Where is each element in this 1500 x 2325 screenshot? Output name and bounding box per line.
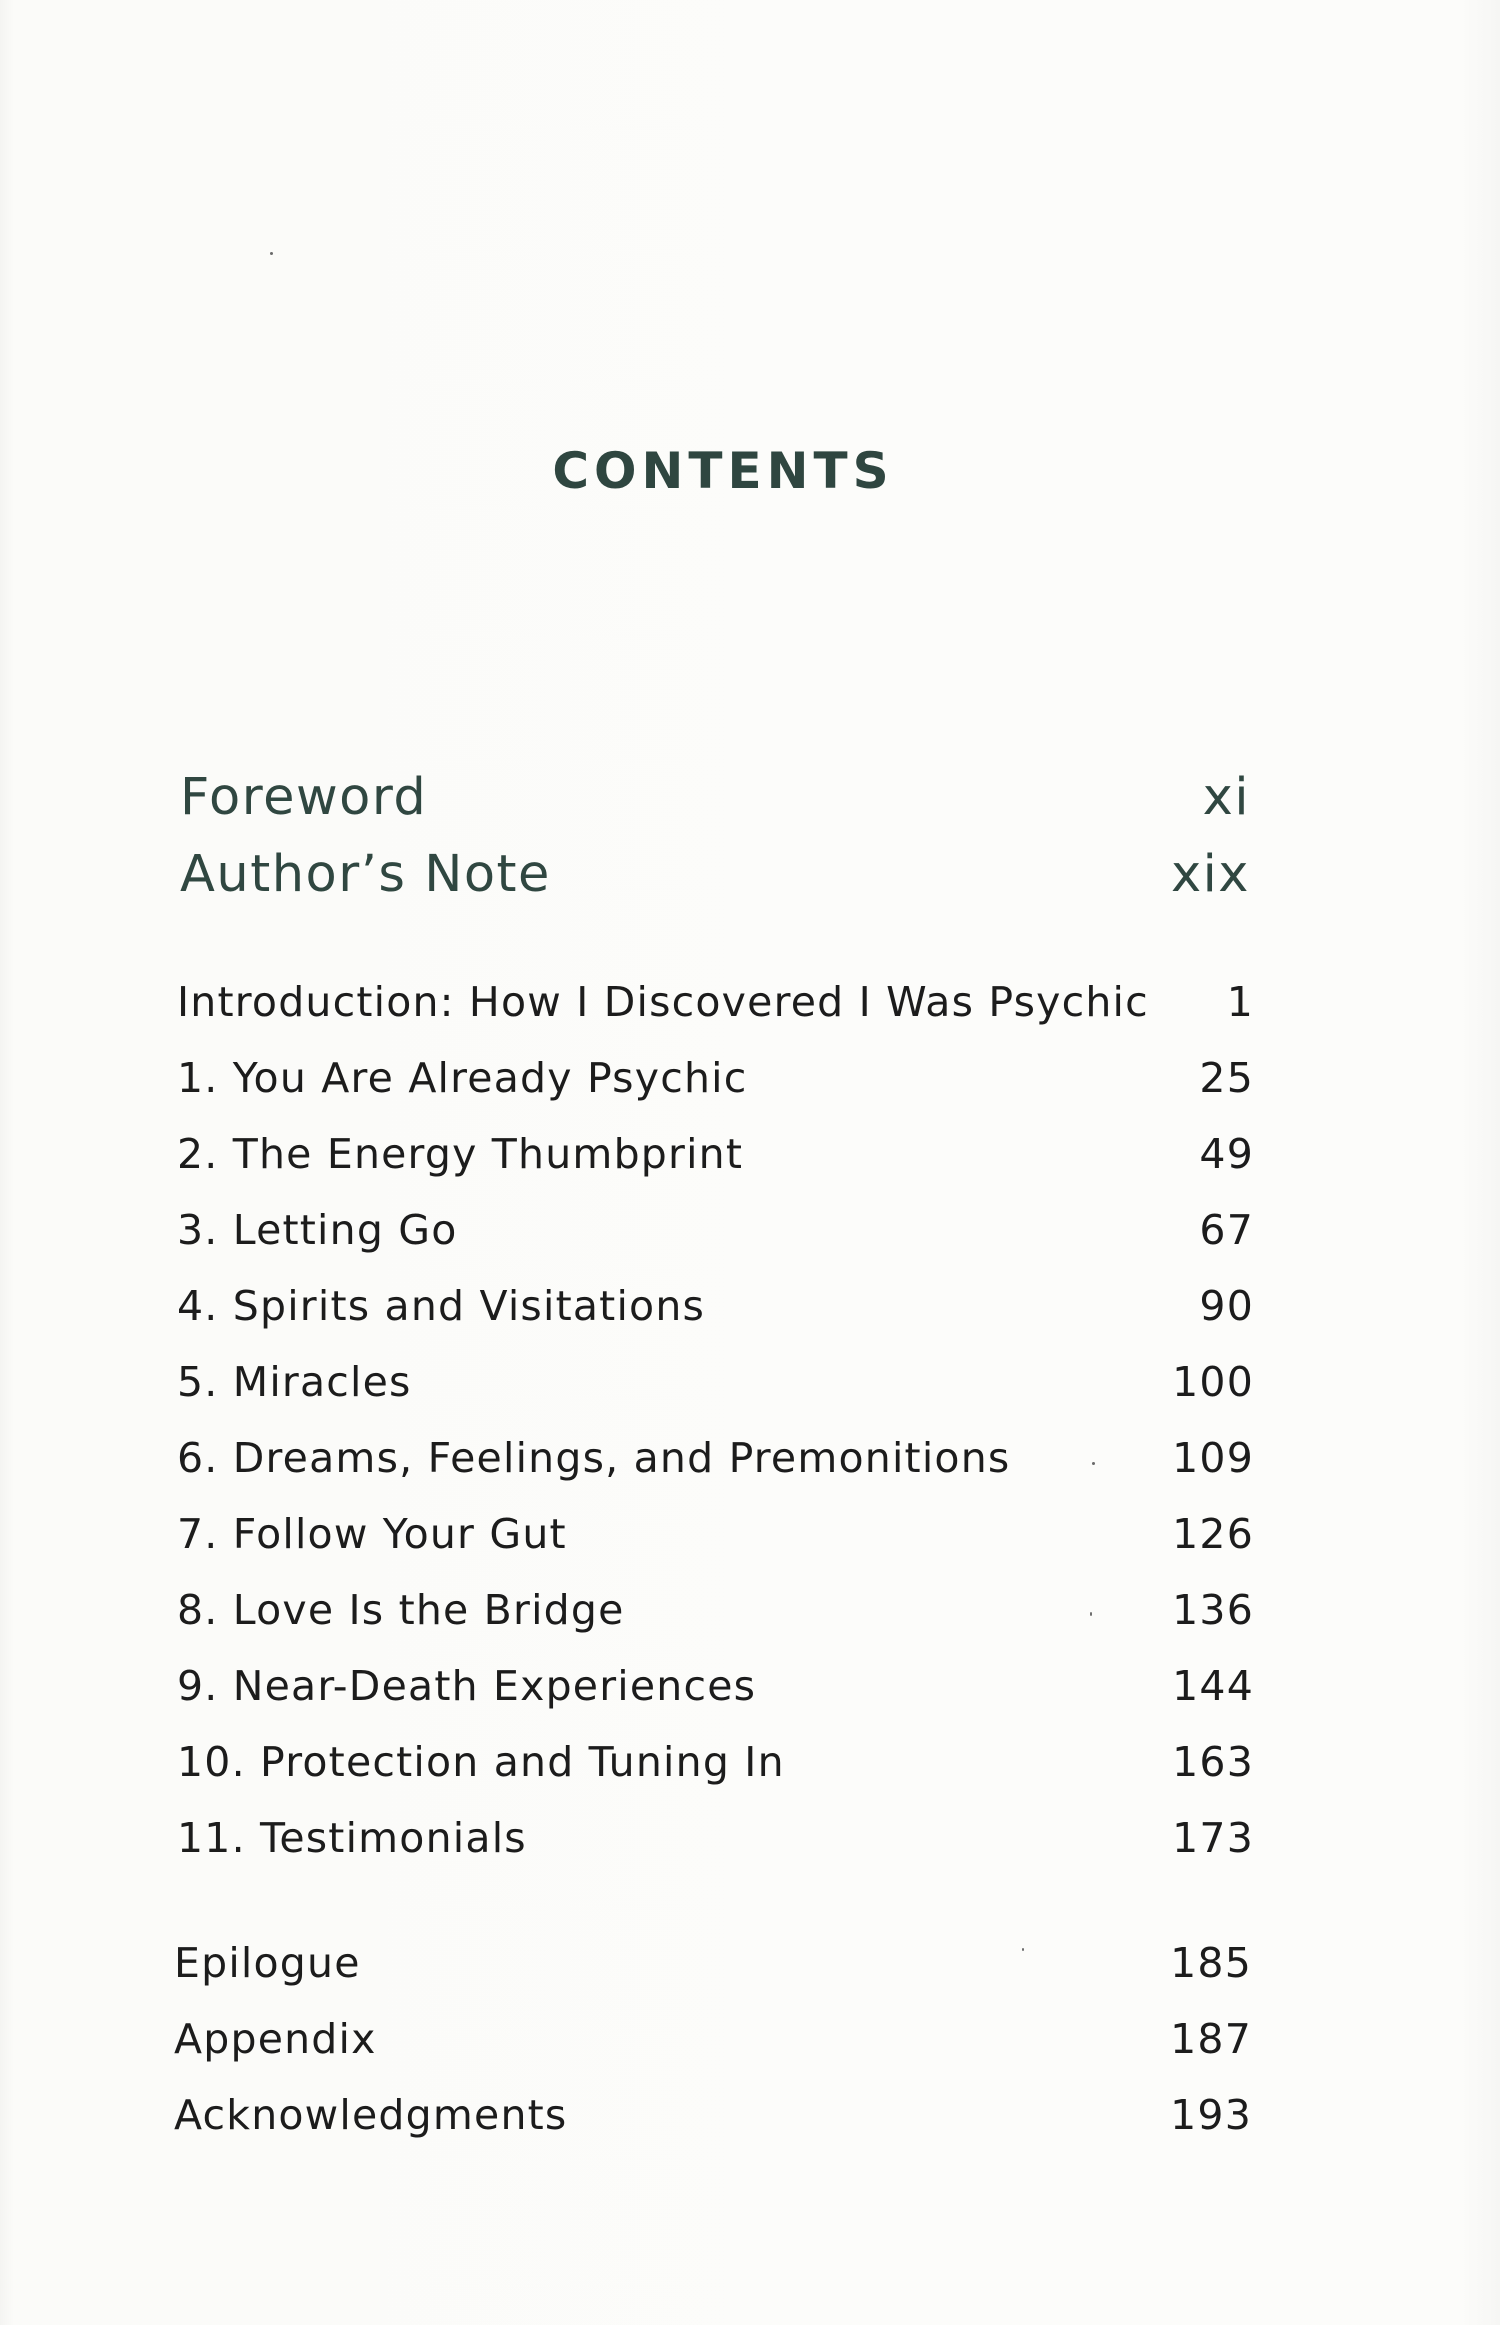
toc-entry-chapter-3[interactable] (177, 1206, 1254, 1254)
toc-entry-label: 4. Spirits and Visitations (177, 1282, 706, 1330)
toc-entry-label: 3. Letting Go (177, 1206, 458, 1254)
toc-entry-chapter-4[interactable] (177, 1282, 1254, 1330)
toc-entry-page: 49 (1199, 1130, 1254, 1178)
toc-entry-chapter-5[interactable] (177, 1358, 1254, 1406)
toc-entry-acknowledgments[interactable] (174, 2091, 1252, 2139)
toc-entry-page: 25 (1199, 1054, 1254, 1102)
toc-entry-page: 109 (1172, 1434, 1254, 1482)
toc-entry-label: Epilogue (174, 1939, 361, 1987)
toc-entry-label: 1. You Are Already Psychic (177, 1054, 748, 1102)
toc-entry-appendix[interactable] (174, 2015, 1252, 2063)
toc-entry-page: 173 (1172, 1814, 1254, 1862)
toc-entry-page: 144 (1172, 1662, 1254, 1710)
toc-entry-label: 8. Love Is the Bridge (177, 1586, 625, 1634)
toc-entry-page: xix (1170, 845, 1250, 904)
toc-entry-epilogue[interactable] (174, 1939, 1252, 1987)
toc-entry-page: 193 (1170, 2091, 1252, 2139)
toc-entry-chapter-7[interactable] (177, 1510, 1254, 1558)
toc-entry-label: 9. Near-Death Experiences (177, 1662, 757, 1710)
toc-entry-label: 7. Follow Your Gut (177, 1510, 567, 1558)
toc-entry-label: 5. Miracles (177, 1358, 412, 1406)
toc-entry-label: 2. The Energy Thumbprint (177, 1130, 744, 1178)
toc-entry-page: 67 (1199, 1206, 1254, 1254)
toc-entry-chapter-8[interactable] (177, 1586, 1254, 1634)
toc-entry-label: Appendix (174, 2015, 377, 2063)
toc-entry-chapter-10[interactable] (177, 1738, 1254, 1786)
toc-entry-label: 10. Protection and Tuning In (177, 1738, 785, 1786)
toc-entry-label: Foreword (180, 768, 428, 827)
toc-entry-page: 1 (1226, 978, 1254, 1026)
toc-entry-chapter-2[interactable] (177, 1130, 1254, 1178)
speck (1092, 1462, 1095, 1465)
page-title: CONTENTS (552, 442, 894, 500)
toc-entry-foreword[interactable] (180, 768, 1250, 827)
toc-entry-chapter-11[interactable] (177, 1814, 1254, 1862)
speck (270, 252, 273, 255)
toc-entry-chapter-1[interactable] (177, 1054, 1254, 1102)
toc-entry-chapter-6[interactable] (177, 1434, 1254, 1482)
toc-entry-page: 136 (1172, 1586, 1254, 1634)
toc-entry-page: 126 (1172, 1510, 1254, 1558)
toc-entry-label: Acknowledgments (174, 2091, 568, 2139)
speck (1022, 1948, 1024, 1951)
toc-entry-chapter-9[interactable] (177, 1662, 1254, 1710)
toc-entry-page: 100 (1172, 1358, 1254, 1406)
toc-entry-label: Introduction: How I Discovered I Was Psychic (177, 978, 1149, 1026)
toc-entry-page: 187 (1170, 2015, 1252, 2063)
toc-entry-page: 163 (1172, 1738, 1254, 1786)
toc-entry-label: Author’s Note (180, 845, 551, 904)
speck (1090, 1612, 1092, 1616)
toc-entry-page: xi (1202, 768, 1250, 827)
toc-entry-page: 185 (1170, 1939, 1252, 1987)
toc-entry-page: 90 (1199, 1282, 1254, 1330)
toc-entry-introduction[interactable] (177, 978, 1254, 1026)
toc-entry-authors-note[interactable] (180, 845, 1250, 904)
toc-entry-label: 6. Dreams, Feelings, and Premonitions (177, 1434, 1011, 1482)
toc-entry-label: 11. Testimonials (177, 1814, 527, 1862)
